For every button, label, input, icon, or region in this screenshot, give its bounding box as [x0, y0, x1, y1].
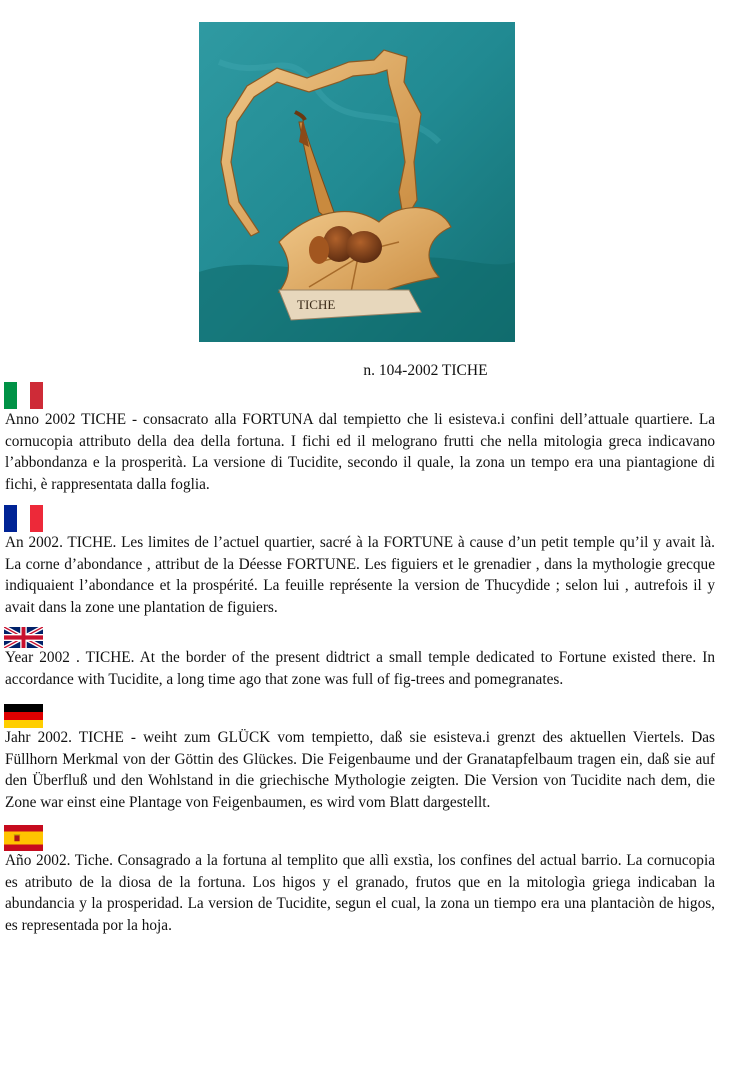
caption: n. 104-2002 TICHE — [363, 362, 488, 379]
section-text-de: Jahr 2002. TICHE - weiht zum GLÜCK vom tempietto, daß sie esisteva.i grenzt des aktuellen Viertels. Das Füllhorn Merkmal von der Göttin des Glückes. Die Feigenbaume und der Granatapfelbaum tragen ein, daß sie auf den Überfluß und den Wohlstand in die griechische Mythologie zeigten. Die Version von Tucidite nach dem, die Zone war einst eine Plantage von Feigenbaumen, es wird vom Blatt dargestellt. — [5, 729, 715, 811]
france-flag-icon — [4, 505, 43, 532]
section-text-it: Anno 2002 TICHE - consacrato alla FORTUNA dal tempietto che li esisteva.i confini dell’attuale quartiere. La cornucopia attributo della dea della fortuna. I fichi ed il melograno frutti che nella mitologia greca indicavano l’abbondanza e la prosperità. La versione di Tucidite, secondo il quale, la zona un tempo era una piantagione di fichi, è rappresentata dalla foglia. — [5, 411, 715, 493]
uk-flag-icon — [4, 627, 43, 648]
section-text-es: Año 2002. Tiche. Consagrado a la fortuna al templito que allì exstìa, los confines del actual barrio. La cornucopia es atributo de la diosa de la fortuna. Los higos y el granado, frutos que en la mitologìa griega indicaban la abundancia y la prosperidad. La version de Tucidite, segun el cual, la zona un tiempo era una plantaciòn de higos, es representada por la hoja. — [5, 852, 715, 934]
section-text-en: Year 2002 . TICHE. At the border of the present didtrict a small temple dedicated to Fortune existed there. In accordance with Tucidite, a long time ago that zone was full of fig-trees and pomegranates. — [5, 649, 715, 688]
base-lettering: TICHE — [297, 297, 336, 312]
sculpture-photo — [199, 22, 515, 342]
germany-flag-icon — [4, 704, 43, 728]
spain-flag-icon — [4, 825, 43, 851]
italy-flag-icon — [4, 382, 43, 409]
section-text-fr: An 2002. TICHE. Les limites de l’actuel quartier, sacré à la FORTUNE à cause d’un petit temple qu’il y avait là. La corne d’abondance , attribut de la Déesse FORTUNE. Les figuiers et le grenadier , dans la mythologie grecque indiquaient l’abondance et la prospérité. La feuille représente la version de Thucydide ; selon lui , autrefois il y avait dans la zone une plantation de figuiers. — [5, 534, 715, 616]
